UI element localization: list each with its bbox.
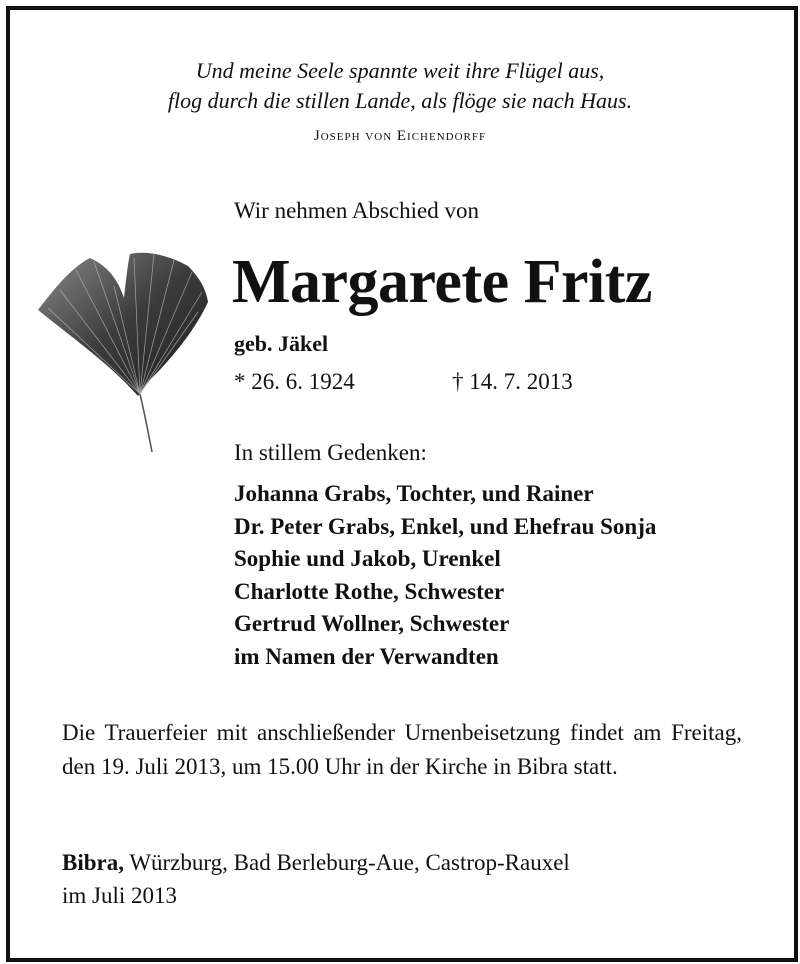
mourner-item: Sophie und Jakob, Urenkel bbox=[234, 546, 501, 571]
place-other-towns: Würzburg, Bad Berleburg-Aue, Castrop-Rauxel bbox=[123, 850, 570, 875]
farewell-intro: Wir nehmen Abschied von bbox=[234, 198, 479, 223]
mourner-item: Charlotte Rothe, Schwester bbox=[234, 578, 505, 604]
place-and-date bbox=[62, 846, 742, 912]
quote-line-2: flog durch die stillen Lande, als flöge sie nach Haus. bbox=[167, 88, 633, 113]
death-date: † 14. 7. 2013 bbox=[452, 369, 573, 394]
mourner-item: Johanna Grabs, Tochter, und Rainer bbox=[234, 481, 594, 506]
notice-date: im Juli 2013 bbox=[62, 883, 178, 908]
quote-line-1: Und meine Seele spannte weit ihre Flügel aus, bbox=[195, 58, 605, 83]
deceased-name: Margarete Fritz bbox=[232, 248, 652, 316]
birth-date: * 26. 6. 1924 bbox=[234, 369, 355, 394]
funeral-service-text: Die Trauerfeier mit anschließender Urnenbeisetzung findet am Freitag, den 19. Juli 2013, um 15.00 Uhr in der Kirche in Bibra statt. bbox=[62, 720, 742, 779]
mourner-item: Dr. Peter Grabs, Enkel, und Ehefrau Sonja bbox=[234, 513, 657, 539]
mourner-item: im Namen der Verwandten bbox=[234, 643, 499, 669]
mourners-list bbox=[234, 478, 656, 673]
maiden-name: geb. Jäkel bbox=[234, 331, 329, 356]
mourner-item: Gertrud Wollner, Schwester bbox=[234, 611, 510, 636]
place-town: Bibra, bbox=[62, 850, 124, 875]
mourning-label: In stillem Gedenken: bbox=[234, 440, 427, 465]
quote-author: Joseph von Eichendorff bbox=[313, 128, 487, 144]
ginkgo-leaf-icon bbox=[30, 246, 220, 456]
